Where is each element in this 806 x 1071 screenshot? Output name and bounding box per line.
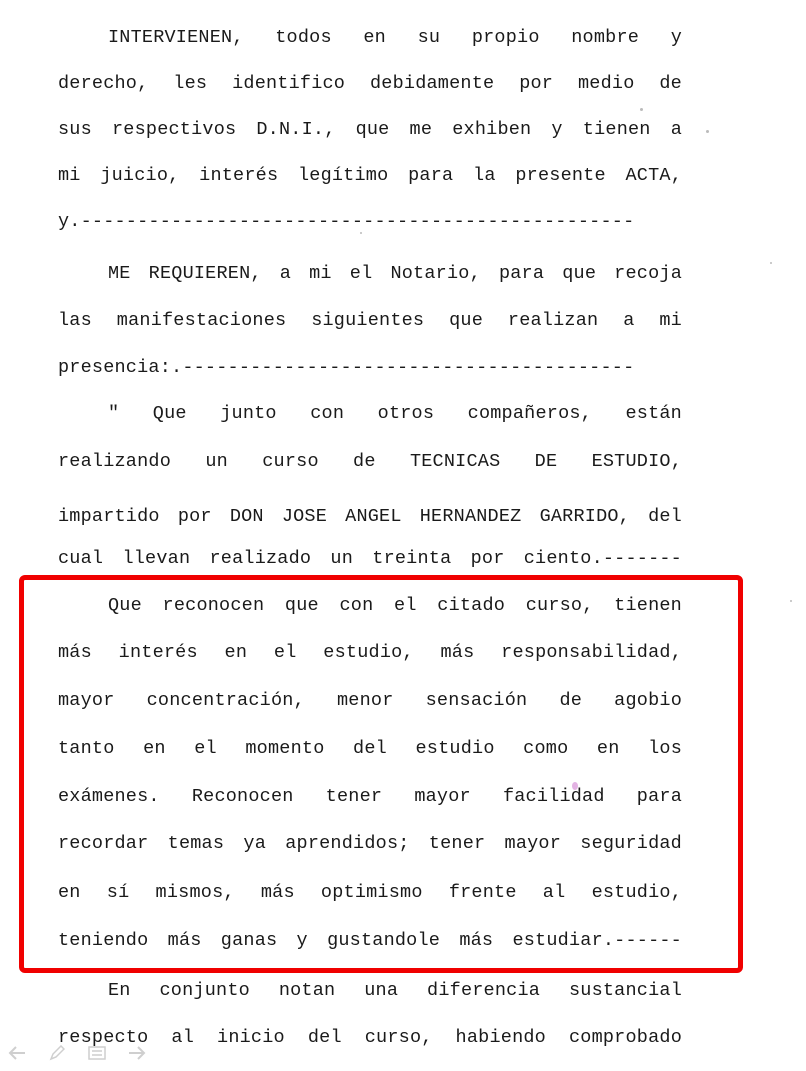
text-line: realizando un curso de TECNICAS DE ESTUDIO, <box>58 451 682 472</box>
text-line: teniendo más ganas y gustandole más estudiar.------ <box>58 930 682 951</box>
text-line: " Que junto con otros compañeros, están <box>108 403 682 424</box>
page-navigation <box>6 1045 148 1061</box>
text-line: mi juicio, interés legítimo para la presente ACTA, <box>58 165 682 186</box>
highlight-box <box>19 575 743 973</box>
text-line: más interés en el estudio, más responsabilidad, <box>58 642 682 663</box>
text-line: impartido por DON JOSE ANGEL HERNANDEZ GARRIDO, del <box>58 506 682 527</box>
pen-icon <box>49 1045 65 1061</box>
previous-page-button[interactable] <box>6 1045 28 1061</box>
text-line: y.------------------------------------------------- <box>58 211 635 232</box>
text-line: sus respectivos D.N.I., que me exhiben y tienen a <box>58 119 682 140</box>
text-line: respecto al inicio del curso, habiendo comprobado <box>58 1027 682 1048</box>
arrow-left-icon <box>8 1046 26 1060</box>
text-line: derecho, les identifico debidamente por medio de <box>58 73 682 94</box>
menu-icon <box>88 1046 106 1060</box>
next-page-button[interactable] <box>126 1045 148 1061</box>
text-line: ME REQUIEREN, a mi el Notario, para que recoja <box>108 263 682 284</box>
arrow-right-icon <box>128 1046 146 1060</box>
text-line: cual llevan realizado un treinta por ciento.------- <box>58 548 682 569</box>
text-line: INTERVIENEN, todos en su propio nombre y <box>108 27 682 48</box>
text-line: las manifestaciones siguientes que realizan a mi <box>58 310 682 331</box>
text-line: tanto en el momento del estudio como en los <box>58 738 682 759</box>
menu-button[interactable] <box>86 1045 108 1061</box>
text-line: mayor concentración, menor sensación de agobio <box>58 690 682 711</box>
text-line: exámenes. Reconocen tener mayor facilidad para <box>58 786 682 807</box>
text-line: presencia:.---------------------------------------- <box>58 357 635 378</box>
text-line: Que reconocen que con el citado curso, tienen <box>108 595 682 616</box>
annotate-button[interactable] <box>46 1045 68 1061</box>
text-line: En conjunto notan una diferencia sustancial <box>108 980 682 1001</box>
text-line: en sí mismos, más optimismo frente al estudio, <box>58 882 682 903</box>
text-line: recordar temas ya aprendidos; tener mayor seguridad <box>58 833 682 854</box>
